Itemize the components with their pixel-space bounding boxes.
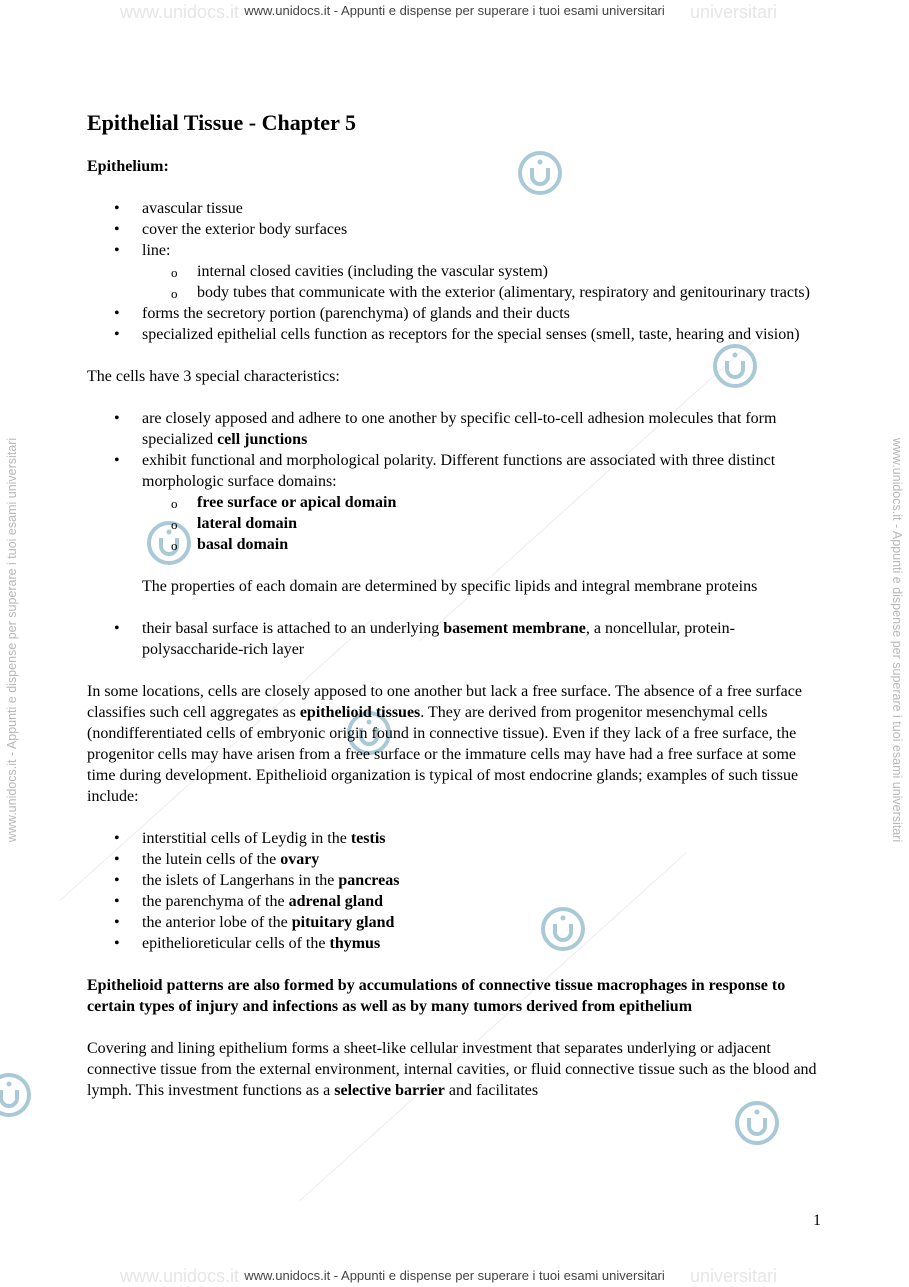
characteristics-intro: The cells have 3 special characteristics: <box>87 368 340 385</box>
sublist-item: o internal closed cavities (including the vascular system) <box>142 261 827 282</box>
ghost-watermark-top: www.unidocs.it <box>120 2 240 22</box>
unidocs-logo-icon <box>734 1100 780 1146</box>
ghost-watermark-top-right: universitari <box>690 2 778 22</box>
list-item: • their basal surface is attached to an underlying basement membrane, a noncellular, protein-polysaccharide-rich layer <box>87 618 827 660</box>
page-number: 1 <box>813 1212 821 1229</box>
list-item: • are closely apposed and adhere to one another by specific cell-to-cell adhesion molecules that form specialized cell junctions <box>87 408 827 450</box>
list-item: • the parenchyma of the adrenal gland <box>87 891 827 912</box>
list-item: • epithelioreticular cells of the thymus <box>87 933 827 954</box>
list-item: • interstitial cells of Leydig in the testis <box>87 828 827 849</box>
epithelioid-paragraph: In some locations, cells are closely apposed to one another but lack a free surface. The absence of a free surface classifies such cell aggregates as epithelioid tissues. They are derived from progenitor mesenchymal cells (nondifferentiated cells of embryonic origin found in connective tissue). Even if they lack of a free surface, the progenitor cells may have arisen from a free surface or the immature cells may have had a free surface at some time during development. Epithelioid organization is typical of most endocrine glands; examples of such tissue include: <box>87 683 802 805</box>
list-item: • forms the secretory portion (parenchyma) of glands and their ducts <box>87 303 827 324</box>
sublist-item: o basal domain <box>142 534 827 555</box>
list-item: • the anterior lobe of the pituitary gland <box>87 912 827 933</box>
characteristics-list <box>87 408 827 660</box>
sublist-item: o lateral domain <box>142 513 827 534</box>
watermark-side-left: www.unidocs.it - Appunti e dispense per superare i tuoi esami universitari <box>5 437 19 843</box>
epithelioid-examples-list <box>87 828 827 954</box>
sublist-item: o free surface or apical domain <box>142 492 827 513</box>
watermark-side-right: www.unidocs.it - Appunti e dispense per superare i tuoi esami universitari <box>890 437 904 843</box>
ghost-watermark-bottom-right: universitari <box>690 1266 778 1286</box>
document-body <box>87 108 827 1101</box>
epithelioid-bold-paragraph: Epithelioid patterns are also formed by accumulations of connective tissue macrophages in response to certain types of injury and infections as well as by many tumors derived from epithelium <box>87 977 786 1015</box>
list-item: • line: o internal closed cavities (including the vascular system) o body tubes that communicate with the exterior (alimentary, respiratory and genitourinary tracts) <box>87 240 827 303</box>
list-item: • the islets of Langerhans in the pancreas <box>87 870 827 891</box>
epithelium-heading: Epithelium: <box>87 158 169 175</box>
unidocs-logo-icon <box>0 1072 32 1118</box>
list-item: • cover the exterior body surfaces <box>87 219 827 240</box>
line-sublist <box>142 261 827 303</box>
list-item: • avascular tissue <box>87 198 827 219</box>
page-title: Epithelial Tissue - Chapter 5 <box>87 110 356 135</box>
epithelium-list <box>87 198 827 345</box>
list-item: • exhibit functional and morphological polarity. Different functions are associated with three distinct morphologic surface domains: o free surface or apical domain o lateral domain o basal domain The properties of each domain are determined by specific lipids and integral membrane proteins <box>87 450 827 618</box>
sublist-item: o body tubes that communicate with the exterior (alimentary, respiratory and genitourinary tracts) <box>142 282 827 303</box>
domain-note: The properties of each domain are determined by specific lipids and integral membrane proteins <box>142 578 758 595</box>
ghost-watermark-bottom: www.unidocs.it <box>120 1266 240 1286</box>
watermark-footer: www.unidocs.it - Appunti e dispense per superare i tuoi esami universitari <box>244 1268 665 1283</box>
watermark-header: www.unidocs.it - Appunti e dispense per superare i tuoi esami universitari <box>244 3 665 18</box>
domain-sublist <box>142 492 827 555</box>
list-item: • specialized epithelial cells function as receptors for the special senses (smell, taste, hearing and vision) <box>87 324 827 345</box>
list-item: • the lutein cells of the ovary <box>87 849 827 870</box>
covering-paragraph: Covering and lining epithelium forms a sheet-like cellular investment that separates underlying or adjacent connective tissue from the external environment, internal cavities, or fluid connective tissue such as the blood and lymph. This investment functions as a selective barrier and facilitates <box>87 1040 817 1099</box>
